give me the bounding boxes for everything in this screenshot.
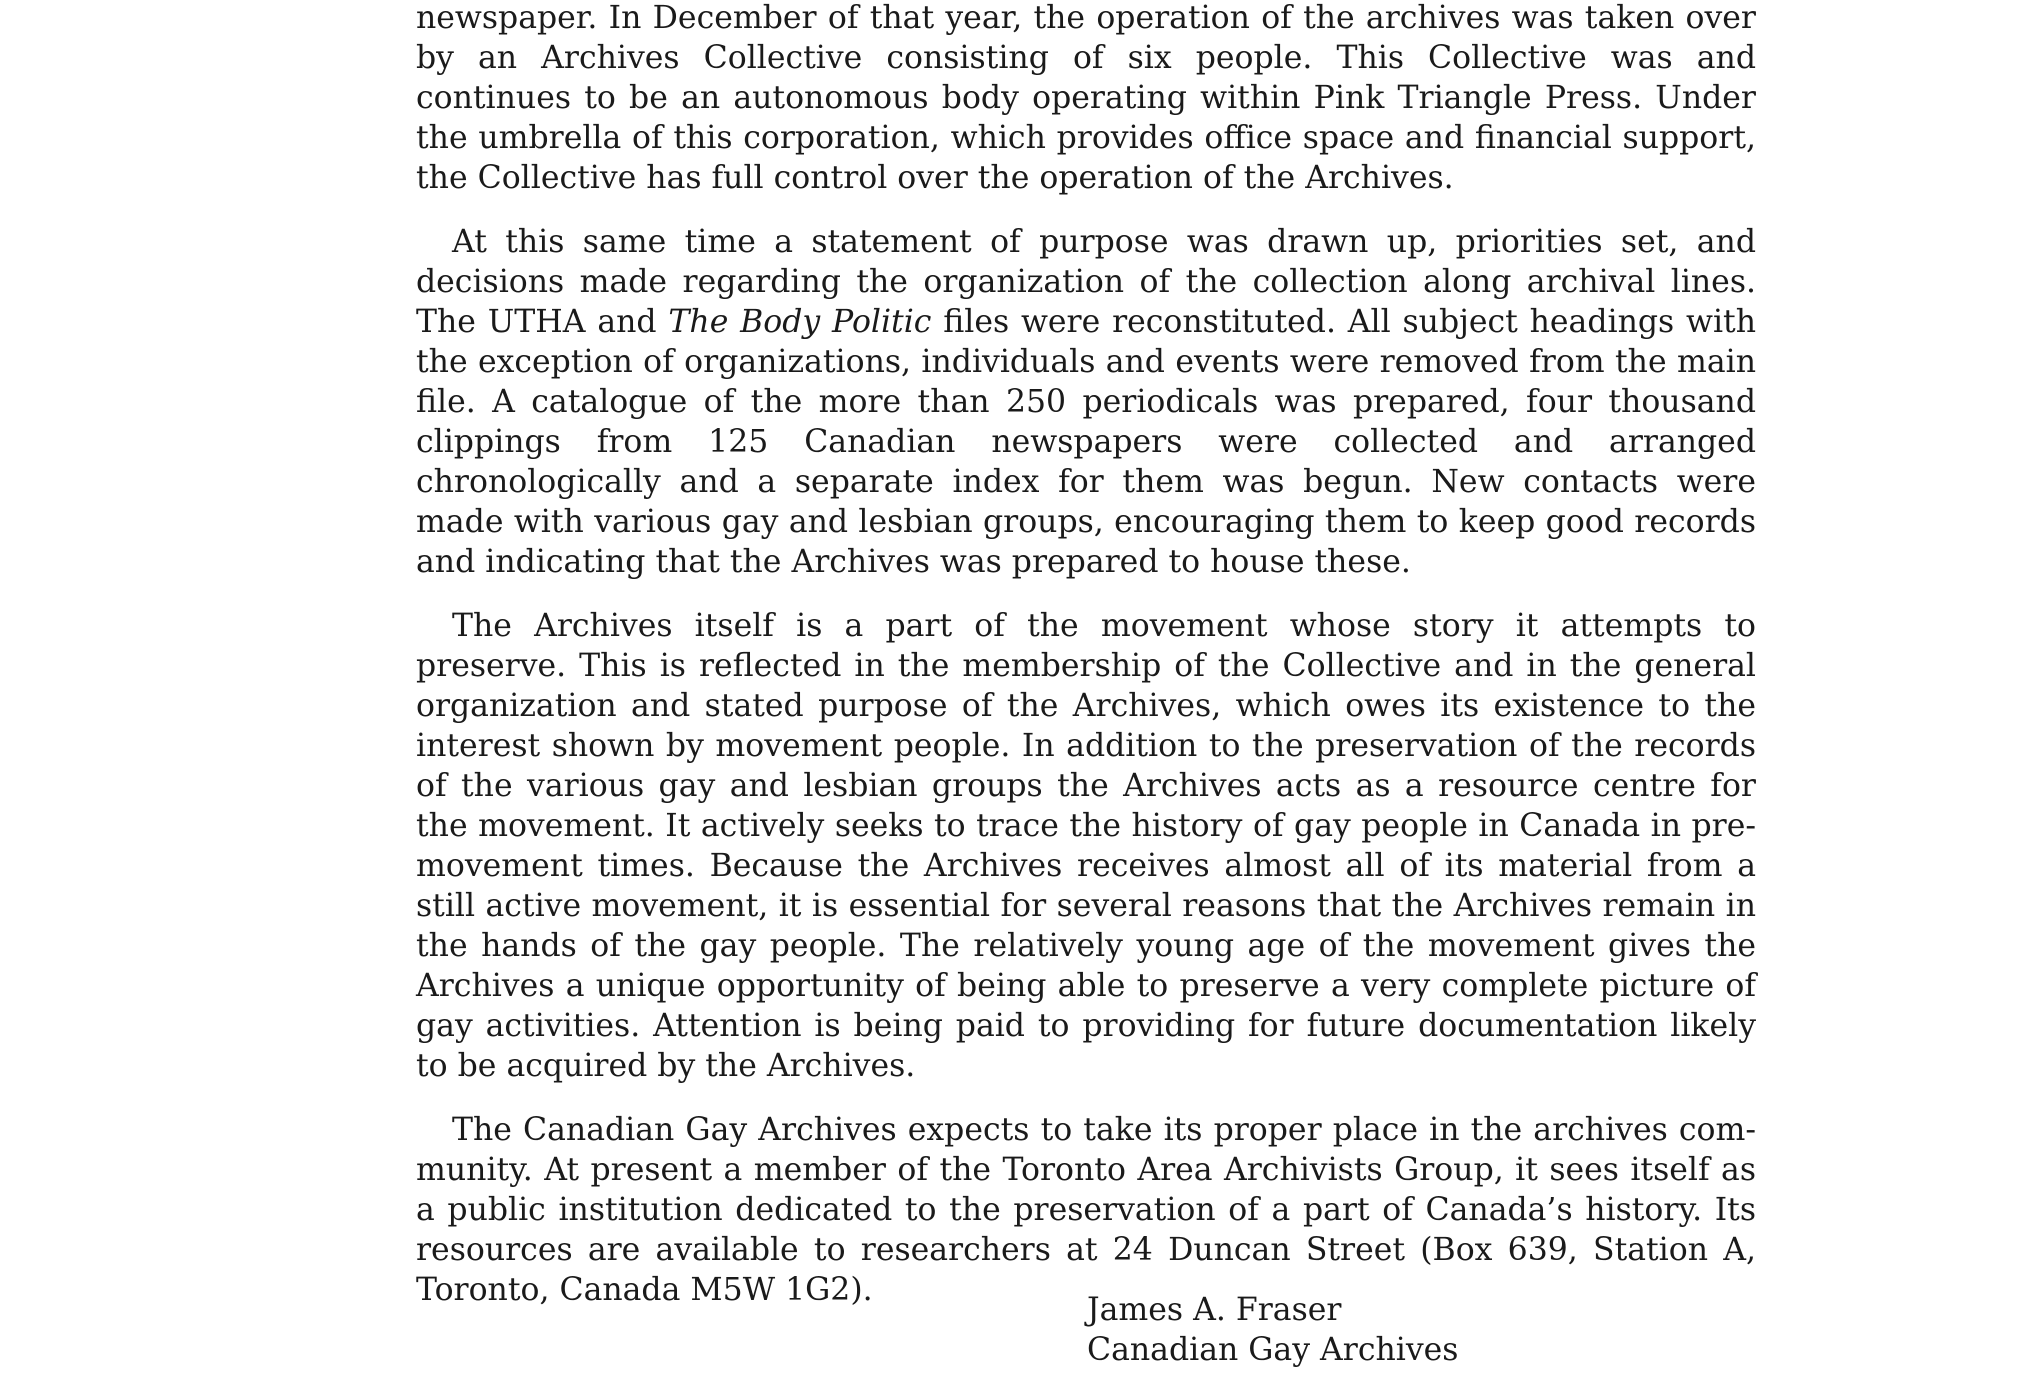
publication-title: The Body Politic	[668, 304, 932, 340]
paragraph-archives-community: The Canadian Gay Archives expects to take its proper place in the archives community. At present a member of the Toronto Area Archivists Group, it sees itself as a public institution dedicated to the preservation of a part of Canada’s history. Its resources are available to researchers at 24 Duncan Street (Box 639, Station A, Toronto, Canada M5W 1G2).	[416, 1112, 1756, 1308]
body-text	[416, 0, 1756, 1334]
paragraph-part-of-movement: The Archives itself is a part of the movement whose story it attempts to preserve. This is reflected in the membership of the Collective and in the general organization and stated purpose of the Archives, which owes its existence to the interest shown by movement people. In addition to the preservation of the records of the various gay and lesbian groups the Archives acts as a resource centre for the movement. It actively seeks to trace the history of gay people in Canada in pre-movement times. Because the Archives receives almost all of its material from a still active movement, it is essential for several reasons that the Archives remain in the hands of the gay people. The relatively young age of the movement gives the Archives a unique opportunity of being able to preserve a very complete picture of gay activities. Attention is being paid to providing for future documentation likely to be acquired by the Archives.	[416, 608, 1756, 1084]
paragraph-text: files were reconstituted. All subject headings with the exception of organizations, individuals and events were removed from the main file. A catalogue of the more than 250 periodicals was prepared, four thousand clippings from 125 Canadian newspapers were collected and arranged chronologically and a separate index for them was begun. New contacts were made with various gay and lesbian groups, encouraging them to keep good records and indicating that the Archives was prepared to house these.	[416, 304, 1756, 580]
author-name: James A. Fraser	[1087, 1292, 1342, 1328]
paragraph-text: At this same time a statement of purpose was drawn up, priorities set, and decisions made regarding the organization of the collection along archival lines. The UTHA and	[416, 224, 1756, 340]
author-organization: Canadian Gay Archives	[1087, 1332, 1459, 1368]
paragraph-archives-collective: newspaper. In December of that year, the operation of the archives was taken over by an Archives Collective consisting of six people. This Collective was and continues to be an autonomous body operating within Pink Triangle Press. Under the umbrella of this corporation, which provides office space and financial support, the Collective has full control over the operation of the Archives.	[416, 0, 1756, 196]
paragraph-statement-of-purpose	[416, 222, 1756, 582]
signature-block	[1087, 1290, 1458, 1370]
